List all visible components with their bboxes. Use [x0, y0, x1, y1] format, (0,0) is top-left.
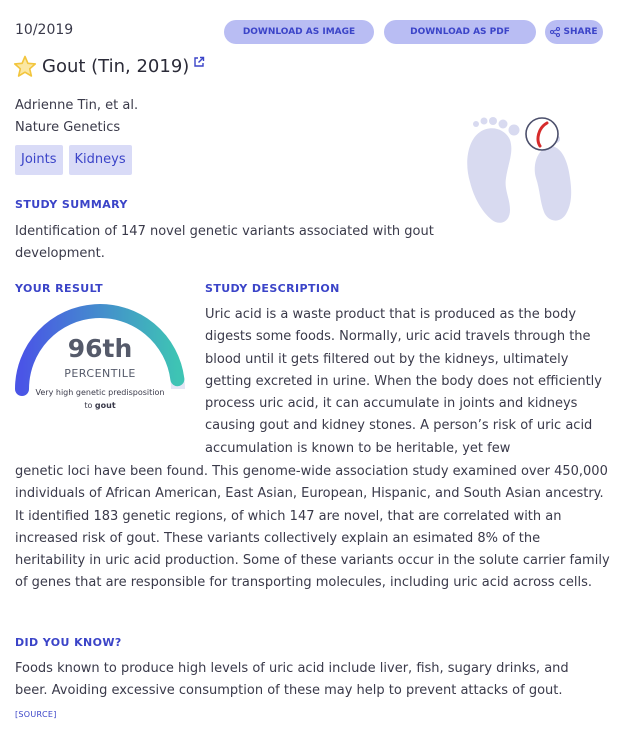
- study-journal: Nature Genetics: [15, 120, 121, 135]
- tag-list: [15, 145, 132, 175]
- star-outline-icon[interactable]: [13, 55, 37, 78]
- study-summary-text: Identification of 147 novel genetic variants associated with gout development.: [15, 224, 434, 261]
- share-icon: [550, 27, 560, 37]
- study-authors-block: [15, 95, 138, 139]
- result-note-condition: gout: [94, 401, 116, 410]
- study-title: Gout (Tin, 2019): [42, 56, 190, 77]
- did-you-know-heading: DID YOU KNOW?: [15, 636, 122, 649]
- share-button[interactable]: [545, 20, 603, 44]
- feet-illustration-icon: [462, 112, 592, 232]
- tag-kidneys[interactable]: Kidneys: [69, 145, 132, 175]
- download-image-label: DOWNLOAD AS IMAGE: [242, 27, 356, 37]
- your-result-heading: YOUR RESULT: [15, 282, 104, 295]
- source-link[interactable]: [SOURCE]: [15, 710, 57, 719]
- study-summary-heading: STUDY SUMMARY: [15, 198, 128, 211]
- study-description-bottom: [15, 461, 610, 595]
- study-title-row: [13, 55, 205, 78]
- percentile-value: 96th: [67, 334, 133, 363]
- study-description-top: [205, 304, 605, 460]
- external-link-icon[interactable]: [193, 56, 205, 68]
- download-pdf-label: DOWNLOAD AS PDF: [410, 27, 510, 37]
- did-you-know-text: Foods known to produce high levels of uric acid include liver, fish, sugary drinks, and beer. Avoiding excessive consumption of these may help to prevent attacks of gout.: [15, 661, 569, 698]
- download-image-button[interactable]: [224, 20, 374, 44]
- percentile-caption: PERCENTILE: [64, 367, 136, 380]
- tag-joints[interactable]: Joints: [15, 145, 63, 175]
- study-description-part2: genetic loci have been found. This genome-wide association study examined over 450,000 individuals of African American, East Asian, European, Hispanic, and South Asian ancestry. It identified 183 genetic regions, of which 147 are novel, that are correlated with an increased risk of gout. These variants collectively explain an esimated 8% of the heritability in uric acid production. Some of these variants occur in the solute carrier family of genes that are responsible for transporting molecules, including uric acid across cells.: [15, 464, 610, 591]
- study-description-heading: STUDY DESCRIPTION: [205, 282, 340, 295]
- study-authors: Adrienne Tin, et al.: [15, 98, 139, 113]
- study-description-part1: Uric acid is a waste product that is produced as the body digests some foods. Normally, uric acid travels through the blood until it gets filtered out by the kidneys, ultimately getting excreted in urine. When the body does not efficiently process uric acid, it can accumulate in joints and kidneys causing gout and kidney stones. A person’s risk of uric acid accumulation is known to be heritable, yet few: [205, 307, 602, 456]
- share-label: SHARE: [563, 27, 598, 37]
- download-pdf-button[interactable]: [384, 20, 536, 44]
- result-note: [35, 386, 165, 412]
- study-date: 10/2019: [15, 22, 74, 38]
- result-note-prefix: Very high genetic predisposition to: [35, 388, 165, 410]
